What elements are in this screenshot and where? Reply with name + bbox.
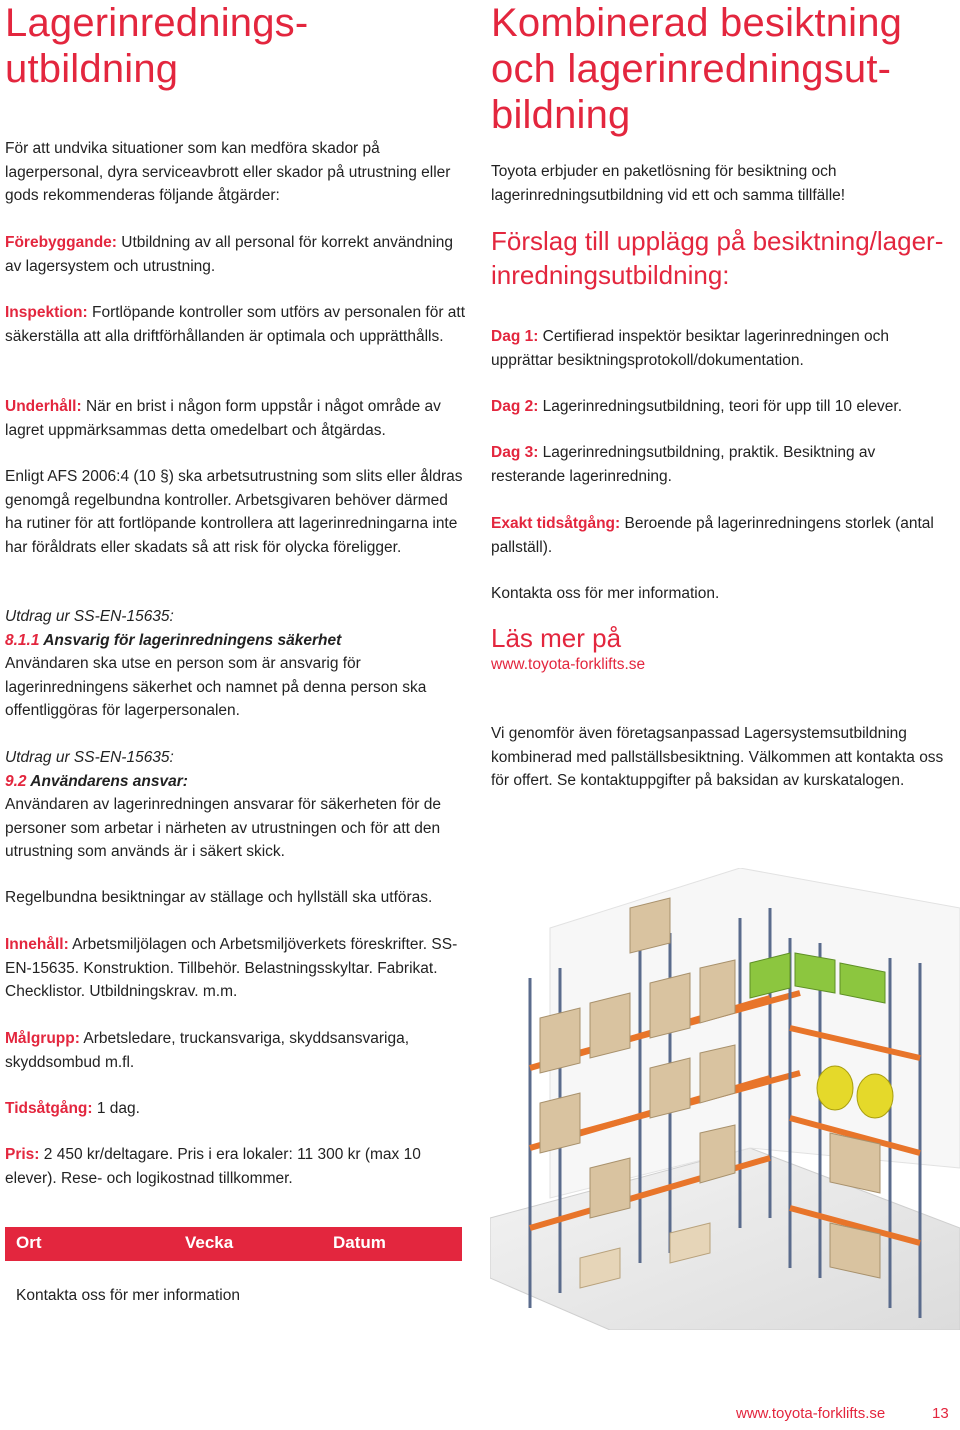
booking-table-header — [5, 1227, 462, 1260]
booking-ort-header: Ort — [16, 1233, 42, 1252]
proposal-line2: inredningsutbildning: — [491, 260, 730, 290]
innehall-paragraph — [5, 933, 467, 1004]
forebyggande-text: Utbildning av all personal för korrekt användning av lagersystem och utrustning. — [5, 234, 453, 275]
excerpt1-text: Användaren ska utse en person som är ansvarig för lagerinredningens säkerhet och namnet på denna person ska offentliggöras för lagerpersonalen. — [5, 655, 427, 719]
excerpt2-text: Användaren av lagerinredningen ansvarar för säkerheten för de personer som arbetar i närheten av utrustningen och för att den utrustning som används är i säkert skick. — [5, 796, 441, 860]
dag2-label: Dag 2: — [491, 398, 539, 415]
excerpt1-subhead — [5, 629, 467, 653]
dag2-text: Lagerinredningsutbildning, teori för upp till 10 elever. — [538, 398, 902, 415]
right-title-line1: Kombinerad besiktning — [491, 1, 903, 45]
forebyggande-label: Förebyggande: — [5, 234, 117, 251]
left-intro: För att undvika situationer som kan medföra skador på lagerpersonal, dyra serviceavbrott eller skador på utrustning eller gods rekommenderas följande åtgärder: — [5, 140, 451, 204]
las-mer-heading: Läs mer på — [491, 623, 622, 653]
proposal-line1: Förslag till upplägg på besiktning/lager- — [491, 226, 944, 256]
outro-paragraph: Vi genomför även företagsanpassad Lagersystemsutbildning kombinerad med pallställsbesiktning. Välkommen att kontakta oss för offert. Se kontaktuppgifter på baksidan av kurskatalogen. — [491, 725, 944, 789]
excerpt1-sub: Ansvarig för lagerinredningens säkerhet — [39, 631, 342, 649]
excerpt2-num: 9.2 — [5, 772, 27, 790]
dag2-paragraph — [491, 395, 902, 419]
underhall-paragraph — [5, 395, 467, 442]
exakt-text: Beroende på lagerinredningens storlek (antal pallställ). — [491, 515, 934, 556]
kontakta-paragraph: Kontakta oss för mer information. — [491, 585, 720, 602]
booking-datum-header: Datum — [333, 1233, 386, 1252]
pris-paragraph — [5, 1143, 467, 1190]
excerpt1-head: Utdrag ur SS-EN-15635: — [5, 608, 174, 625]
dag3-label: Dag 3: — [491, 444, 539, 461]
pris-text: 2 450 kr/deltagare. Pris i era lokaler: 11 300 kr (max 10 elever). Rese- och logikostnad tillkommer. — [5, 1146, 421, 1187]
booking-contact: Kontakta oss för mer information — [16, 1287, 240, 1304]
right-title-line2: och lagerinredningsut- — [491, 47, 892, 91]
page-number: 13 — [932, 1405, 949, 1422]
innehall-text: Arbetsmiljölagen och Arbetsmiljöverkets föreskrifter. SS-EN-15635. Konstruktion. Tillbehör. Belastningsskyltar. Fabrikat. Checklistor. Utbildningskrav. m.m. — [5, 936, 458, 1000]
inspektion-text: Fortlöpande kontroller som utförs av personalen för att säkerställa att alla driftförhållanden är optimala och upprätthålls. — [5, 304, 466, 345]
underhall-text: När en brist i någon form uppstår i något område av lagret uppmärksammas detta omedelbart och åtgärdas. — [5, 398, 441, 439]
right-title-line3: bildning — [491, 93, 631, 137]
left-title-line2: utbildning — [5, 47, 179, 91]
proposal-heading — [491, 224, 960, 292]
dag3-text: Lagerinredningsutbildning, praktik. Besiktning av resterande lagerinredning. — [491, 444, 876, 485]
excerpt-9-2 — [5, 746, 467, 864]
excerpt1-num: 8.1.1 — [5, 631, 40, 649]
tidsatgang-text: 1 dag. — [92, 1100, 140, 1117]
tidsatgang-label: Tidsåtgång: — [5, 1100, 93, 1117]
malgrupp-label: Målgrupp: — [5, 1030, 80, 1047]
dag1-text: Certifierad inspektör besiktar lagerinredningen och upprättar besiktningsprotokoll/dokumentation. — [491, 328, 890, 369]
inspektion-label: Inspektion: — [5, 304, 88, 321]
underhall-label: Underhåll: — [5, 398, 82, 415]
booking-table-line — [5, 1260, 462, 1261]
excerpt2-head: Utdrag ur SS-EN-15635: — [5, 749, 174, 766]
right-title — [491, 0, 960, 138]
malgrupp-text: Arbetsledare, truckansvariga, skyddsansvariga, skyddsombud m.fl. — [5, 1030, 410, 1071]
regelbundna-paragraph: Regelbundna besiktningar av ställage och hyllställ ska utföras. — [5, 889, 433, 906]
excerpt-8-1-1 — [5, 605, 467, 723]
exakt-paragraph — [491, 512, 953, 559]
booking-vecka-header: Vecka — [185, 1233, 234, 1252]
dag3-paragraph — [491, 441, 953, 488]
pallet-rack-illustration — [490, 868, 960, 1330]
footer-url[interactable]: www.toyota-forklifts.se — [736, 1405, 886, 1422]
forebyggande-paragraph — [5, 231, 467, 278]
exakt-label: Exakt tidsåtgång: — [491, 515, 621, 532]
tidsatgang-paragraph — [5, 1097, 140, 1121]
right-intro: Toyota erbjuder en paketlösning för besiktning och lagerinredningsutbildning vid ett och samma tillfälle! — [491, 163, 846, 204]
dag1-paragraph — [491, 325, 953, 372]
left-title — [5, 0, 308, 92]
malgrupp-paragraph — [5, 1027, 467, 1074]
innehall-label: Innehåll: — [5, 936, 69, 953]
pris-label: Pris: — [5, 1146, 40, 1163]
dag1-label: Dag 1: — [491, 328, 539, 345]
inspektion-paragraph — [5, 301, 467, 348]
excerpt2-sub: Användarens ansvar: — [26, 772, 188, 790]
left-title-line1: Lagerinrednings- — [5, 1, 309, 45]
website-link[interactable]: www.toyota-forklifts.se — [491, 656, 646, 673]
afs-paragraph: Enligt AFS 2006:4 (10 §) ska arbetsutrustning som slits eller åldras genomgå regelbundna kontroller. Arbetsgivaren behöver därmed ha rutiner för att fortlöpande kontrollera att lagerinredningarna inte har föråldrats eller skadats så att risk för olycka föreligger. — [5, 468, 463, 556]
excerpt2-subhead — [5, 770, 467, 794]
